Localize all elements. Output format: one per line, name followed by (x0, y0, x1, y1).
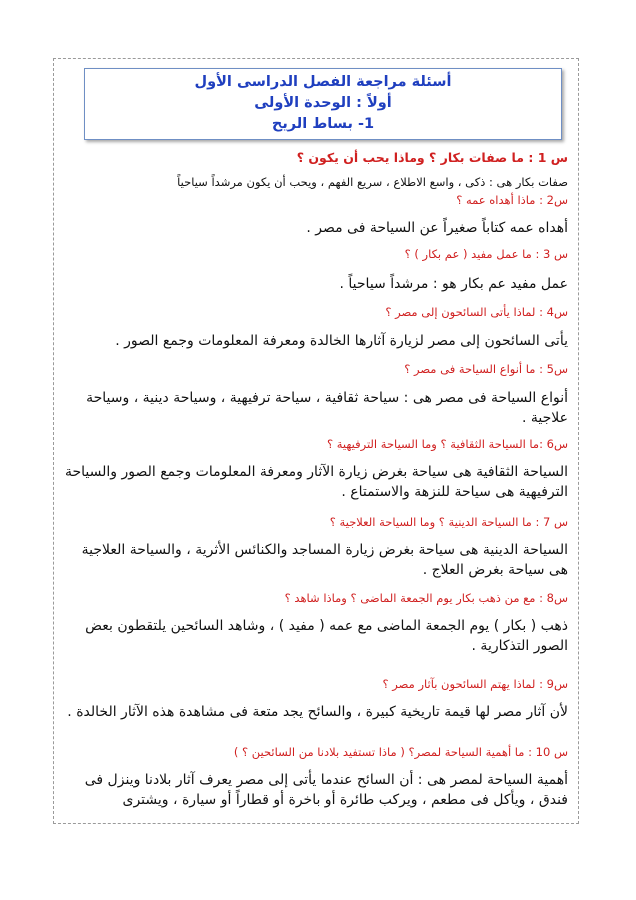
qa-item-6 (64, 436, 568, 502)
qa-item-2 (64, 192, 568, 238)
answer-9: لأن آثار مصر لها قيمة تاريخية كبيرة ، والسائح يجد متعة فى مشاهدة هذه الآثار الخالدة . (67, 704, 568, 720)
question-7: س 7 : ما السياحة الدينية ؟ وما السياحة العلاجية ؟ (329, 515, 568, 529)
answer-2: أهداه عمه كتاباً صغيراً عن السياحة فى مصر . (306, 220, 568, 236)
answer-3: عمل مفيد عم بكار هو : مرشداً سياحياً . (339, 276, 568, 292)
qa-item-10 (64, 744, 568, 810)
qa-item-1 (64, 150, 568, 190)
qa-item-7 (64, 514, 568, 580)
answer-8: ذهب ( بكار ) يوم الجمعة الماضى مع عمه ( مفيد ) ، وشاهد السائحين يلتقطون بعض الصور التذكارية . (85, 618, 568, 654)
qa-item-5 (64, 361, 568, 428)
qa-item-3 (64, 246, 568, 294)
question-4: س4 : لماذا يأتى السائحون إلى مصر ؟ (385, 305, 568, 319)
answer-7: السياحة الدينية هى سياحة بغرض زيارة المساجد والكنائس الأثرية ، والسياحة العلاجية هى سياحة بغرض العلاج . (81, 542, 568, 578)
answer-6: السياحة الثقافية هى سياحة بغرض زيارة الآثار ومعرفة المعلومات وجمع الصور والسياحة الترفيهية هى سياحة للنزهة والاستمتاع . (64, 464, 568, 500)
question-2: س2 : ماذا أهداه عمه ؟ (456, 193, 568, 207)
question-9: س9 : لماذا يهتم السائحون بآثار مصر ؟ (382, 677, 568, 691)
answer-5: أنواع السياحة فى مصر هى : سياحة ثقافية ، سياحة ترفيهية ، وسياحة دينية ، وسياحة علاجية . (86, 390, 568, 426)
answer-10: أهمية السياحة لمصر هى : أن السائح عندما يأتى إلى مصر يعرف آثار بلادنا وينزل فى فندق ، ويأكل فى مطعم ، ويركب طائرة أو باخرة أو قطاراً أو سيارة ، ويشترى (84, 772, 568, 808)
lesson-title: 1- بساط الريح (271, 116, 375, 132)
qa-item-4 (64, 304, 568, 351)
question-1: س 1 : ما صفات بكار ؟ وماذا يحب أن يكون ؟ (296, 150, 568, 165)
document-title: أسئلة مراجعة الفصل الدراسى الأول (194, 74, 452, 90)
answer-1: صفات بكار هى : ذكى ، واسع الاطلاع ، سريع الفهم ، ويحب أن يكون مرشداً سياحياً (177, 175, 568, 189)
question-3: س 3 : ما عمل مفيد ( عم بكار ) ؟ (404, 247, 568, 261)
question-10: س 10 : ما أهمية السياحة لمصر؟ ( ماذا تستفيد بلادنا من السائحين ؟ ) (233, 745, 568, 759)
question-5: س5 : ما أنواع السياحة فى مصر ؟ (404, 362, 568, 376)
qa-item-8 (64, 590, 568, 656)
qa-item-9 (64, 676, 568, 722)
question-8: س8 : مع من ذهب بكار يوم الجمعة الماضى ؟ وماذا شاهد ؟ (284, 591, 568, 605)
answer-4: يأتى السائحون إلى مصر لزيارة آثارها الخالدة ومعرفة المعلومات وجمع الصور . (115, 333, 568, 349)
unit-title: أولاً : الوحدة الأولى (254, 95, 392, 111)
question-6: س6 :ما السياحة الثقافية ؟ وما السياحة الترفيهية ؟ (326, 437, 568, 451)
title-box (84, 68, 562, 140)
page-frame (53, 58, 579, 824)
